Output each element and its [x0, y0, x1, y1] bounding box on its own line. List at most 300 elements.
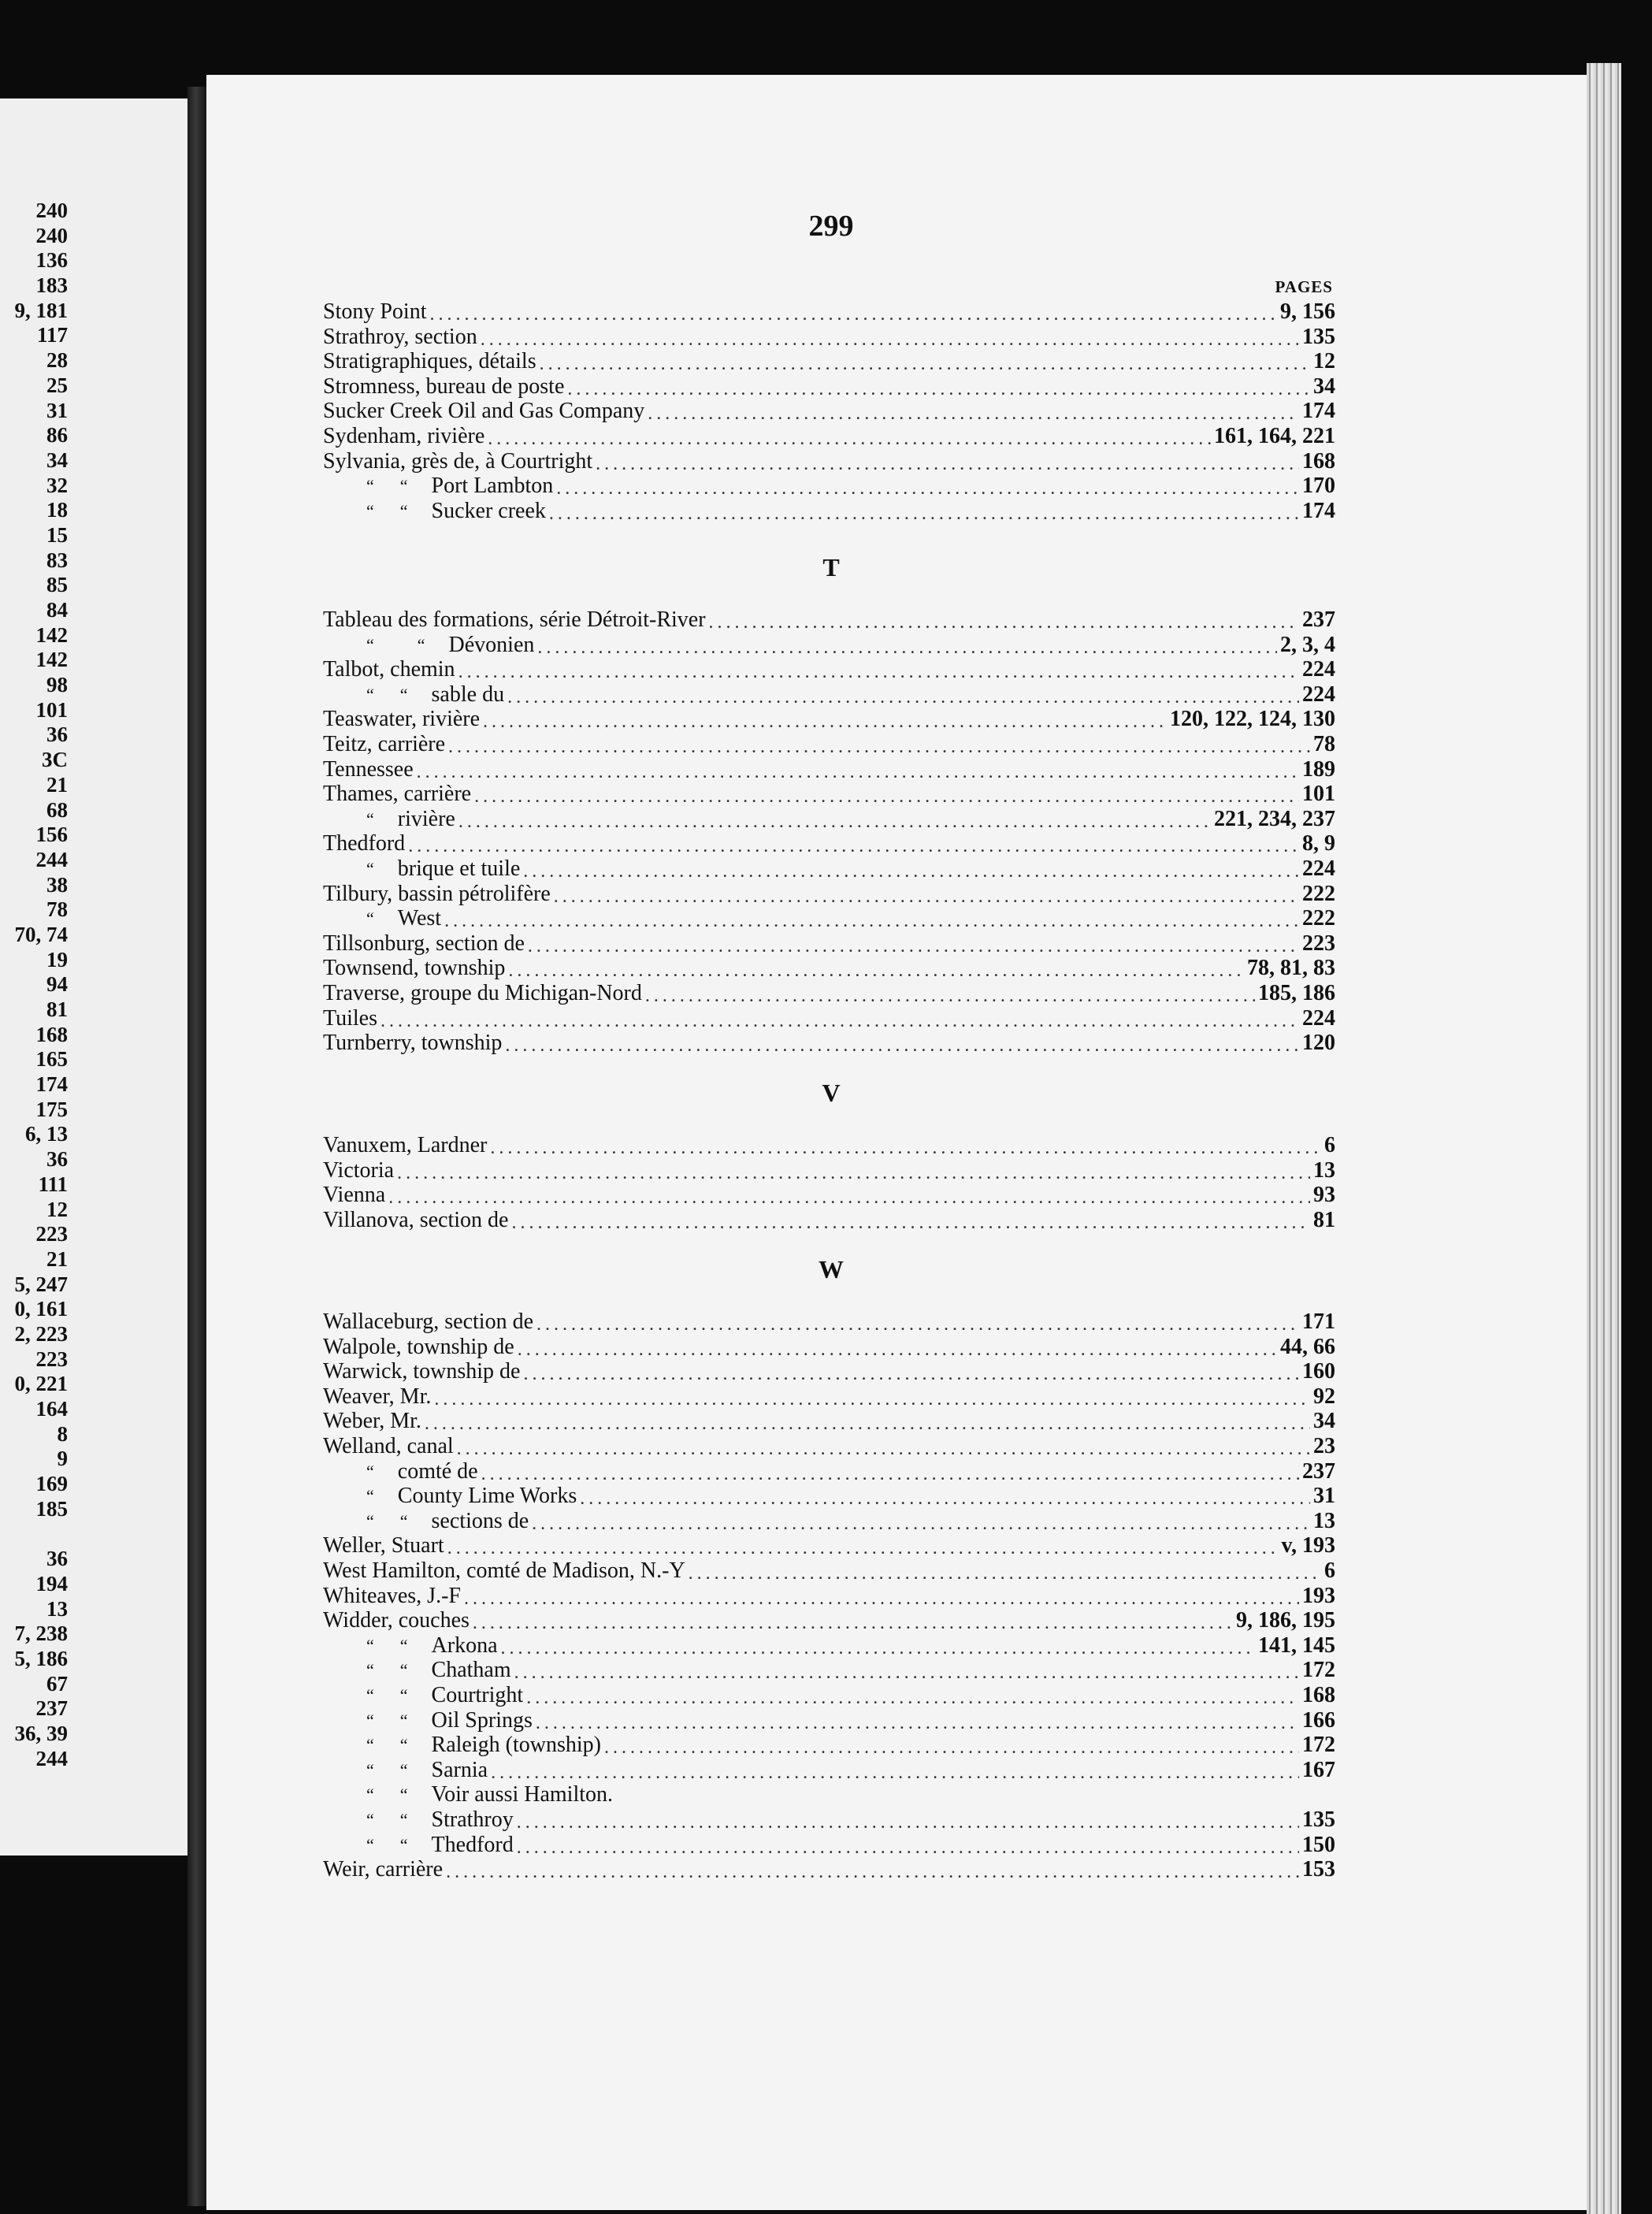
index-entry [323, 1459, 1335, 1484]
left-page-number: 81 [46, 997, 68, 1021]
entry-pages: 93 [1313, 1183, 1335, 1208]
entry-label: Tennessee [323, 756, 414, 782]
left-page-number: 9, 181 [14, 298, 68, 322]
index-entry [323, 1208, 1335, 1233]
dot-leader [491, 1761, 1299, 1783]
index-entry [323, 1133, 1335, 1158]
entry-pages: 135 [1302, 1807, 1335, 1832]
entry-pages: v, 193 [1281, 1533, 1335, 1558]
entry-pages: 8, 9 [1302, 831, 1335, 856]
index-entry [323, 831, 1335, 856]
left-page-number: 70, 74 [14, 922, 68, 946]
entry-label: Wallaceburg, section de [323, 1309, 534, 1334]
index-entry [323, 1434, 1335, 1459]
index-entry-text [323, 1208, 508, 1233]
dot-leader [501, 1636, 1255, 1659]
dot-leader [517, 1836, 1299, 1858]
dot-leader [536, 1313, 1299, 1335]
index-entry-text [323, 1782, 613, 1807]
left-page-number: 223 [35, 1347, 68, 1371]
index-entry [323, 449, 1335, 474]
entry-label: Courtright [431, 1683, 524, 1707]
entry-pages: 13 [1313, 1157, 1335, 1183]
index-entry-text [323, 1459, 478, 1484]
index-entry-text [323, 1733, 601, 1758]
left-page-number: 244 [35, 847, 68, 871]
entry-label: West [397, 906, 442, 931]
left-page-number: 156 [35, 823, 68, 847]
index-entry-text [323, 732, 445, 757]
dot-leader [596, 452, 1299, 474]
entry-pages: 223 [1302, 931, 1335, 956]
page-edges [1587, 63, 1621, 2214]
index-entry [323, 1558, 1335, 1584]
index-entry [323, 1006, 1335, 1031]
left-page-number: 18 [46, 498, 68, 522]
left-page-number: 36 [46, 1547, 68, 1571]
left-page-number: 174 [35, 1072, 68, 1097]
dot-leader [580, 1487, 1310, 1509]
dot-leader [554, 885, 1299, 907]
left-page-number: 237 [35, 1696, 68, 1721]
left-page-number: 117 [36, 323, 68, 347]
dot-leader [567, 377, 1310, 399]
index-entry [323, 1683, 1335, 1708]
index-entry [323, 757, 1335, 782]
index-entry-text [323, 807, 455, 832]
index-entry-text [323, 1683, 523, 1708]
entry-pages: 166 [1302, 1707, 1335, 1733]
dot-leader [517, 1811, 1299, 1833]
ditto-mark: “ [366, 908, 374, 929]
dot-leader [514, 1661, 1299, 1683]
entry-label: Sucker Creek Oil and Gas Company [323, 399, 645, 424]
entry-label: Townsend, township [323, 956, 506, 981]
index-entry-text [323, 657, 455, 682]
entry-pages: 13 [1313, 1508, 1335, 1533]
index-entry [323, 1158, 1335, 1183]
entry-pages: 9, 156 [1280, 299, 1335, 324]
entry-pages: 2, 3, 4 [1280, 632, 1335, 657]
entry-label: Talbot, chemin [323, 657, 455, 682]
entry-pages: 221, 234, 237 [1214, 806, 1335, 831]
entry-label: Warwick, township de [323, 1359, 521, 1384]
index-entry [323, 1857, 1335, 1882]
left-page-number: 111 [38, 1172, 68, 1196]
entry-label: Whiteaves, J.-F [323, 1583, 461, 1608]
ditto-mark: “ [366, 1486, 374, 1506]
entry-pages: 141, 145 [1258, 1633, 1335, 1658]
left-page-number: 68 [46, 797, 68, 822]
index-entry-text [323, 474, 553, 499]
entry-pages: 12 [1313, 349, 1335, 374]
left-page-number: 38 [46, 872, 68, 897]
entry-pages: 78 [1313, 732, 1335, 756]
dot-leader [446, 1860, 1299, 1882]
entry-pages: 101 [1302, 782, 1335, 807]
index-entry-text [323, 399, 644, 424]
entry-pages: 31 [1313, 1484, 1335, 1509]
index-entry-text [323, 1533, 444, 1558]
left-page-number: 8 [57, 1421, 68, 1446]
left-page-number: 5, 247 [14, 1272, 68, 1296]
index-entry-text [323, 1807, 514, 1833]
index-entry [323, 707, 1335, 732]
dot-leader [458, 660, 1299, 682]
index-entry [323, 782, 1335, 807]
entry-pages: 168 [1302, 448, 1335, 474]
left-page-number: 142 [35, 648, 68, 672]
left-page-number: 136 [35, 248, 68, 273]
pages-column-header: PAGES [1275, 277, 1333, 296]
left-page-number: 15 [46, 522, 68, 547]
index-entry [323, 299, 1335, 325]
dot-leader [429, 303, 1277, 325]
index-entry-text [323, 449, 592, 474]
ditto-mark: “ “ [366, 1685, 408, 1705]
index-entry-text [323, 1857, 443, 1882]
section-letter: V [822, 1079, 841, 1107]
index-entry [323, 474, 1335, 499]
ditto-mark: “ “ [366, 1759, 408, 1780]
left-page-number: 36 [46, 1147, 68, 1172]
entry-pages: 161, 164, 221 [1214, 424, 1335, 448]
index-entry-text [323, 956, 505, 981]
index-entry [323, 325, 1335, 350]
left-page-number: 9 [57, 1447, 68, 1471]
entry-pages: 224 [1302, 856, 1335, 881]
left-page-number: 185 [35, 1496, 68, 1521]
entry-label: Tillsonburg, section de [323, 931, 525, 956]
dot-leader [518, 1338, 1277, 1360]
index-entry [323, 1031, 1335, 1056]
index-entry-text [323, 607, 706, 633]
index-entry-text [323, 633, 534, 658]
index-entry-text [323, 906, 441, 931]
left-page-number: 164 [35, 1397, 68, 1421]
entry-label: Strathroy, section [323, 324, 477, 349]
entry-label: Tableau des formations, série Détroit-River [323, 607, 706, 632]
dot-leader [528, 934, 1299, 957]
left-page-number: 94 [46, 972, 68, 997]
entry-label: Sylvania, grès de, à Courtright [323, 448, 593, 474]
dot-leader [381, 1009, 1299, 1031]
dot-leader [645, 984, 1255, 1006]
left-page-number: 21 [46, 772, 68, 797]
dot-leader [537, 636, 1277, 658]
left-page-number: 28 [46, 348, 68, 373]
entry-pages: 189 [1302, 756, 1335, 782]
index-entry-text [323, 1006, 377, 1031]
entry-pages: 34 [1313, 373, 1335, 399]
dot-leader [508, 959, 1244, 981]
dot-leader [458, 810, 1211, 832]
dot-leader [444, 909, 1299, 931]
left-page-number: 0, 161 [14, 1297, 68, 1321]
index-entry [323, 1708, 1335, 1733]
dot-leader [523, 1362, 1299, 1384]
entry-label: West Hamilton, comté de Madison, N.-Y [323, 1558, 685, 1583]
entry-pages: 6 [1324, 1133, 1335, 1157]
entry-pages: 92 [1313, 1384, 1335, 1409]
left-page-number: 240 [35, 223, 68, 247]
index-entry [323, 1484, 1335, 1509]
dot-leader [523, 860, 1299, 882]
entry-label: Chatham [431, 1658, 511, 1683]
entry-label: sable du [431, 682, 505, 707]
section-letter: W [819, 1255, 844, 1283]
left-page-number [0, 1521, 68, 1547]
left-page-number: 101 [35, 697, 68, 722]
entry-label: Thames, carrière [323, 782, 472, 807]
entry-label: Raleigh (township) [431, 1733, 601, 1758]
entry-label: Strathroy [431, 1807, 514, 1832]
index-entry [323, 1833, 1335, 1858]
entry-label: Teaswater, rivière [323, 707, 481, 732]
ditto-mark: “ [366, 1461, 374, 1481]
left-page-number: 83 [46, 548, 68, 572]
index-entry-text [323, 1133, 487, 1158]
index-entry-text [323, 882, 551, 907]
left-page-number: 67 [46, 1671, 68, 1696]
entry-pages: 224 [1302, 657, 1335, 682]
dot-leader [540, 352, 1310, 374]
entry-label: Tilbury, bassin pétrolifère [323, 881, 551, 906]
left-page-number: 34 [46, 448, 68, 472]
index-entry-text [323, 325, 477, 350]
entry-pages: 160 [1302, 1359, 1335, 1384]
dot-leader [397, 1161, 1310, 1183]
index-entry [323, 1633, 1335, 1659]
index-entry-text [323, 1335, 514, 1360]
index-entry [323, 682, 1335, 708]
index-entry-text [323, 707, 480, 732]
entry-label: Turnberry, township [323, 1031, 503, 1056]
entry-label: Teitz, carrière [323, 732, 446, 756]
dot-leader [709, 611, 1299, 633]
index-entry [323, 1782, 1335, 1807]
dot-leader [447, 1536, 1279, 1558]
index-entry-text [323, 1183, 385, 1208]
ditto-mark: “ “ [366, 1735, 408, 1755]
entry-pages: 168 [1302, 1683, 1335, 1707]
left-page-number: 32 [46, 473, 68, 497]
left-page-number: 25 [46, 373, 68, 397]
index-entry [323, 856, 1335, 882]
left-page-number: 21 [46, 1246, 68, 1271]
index-entry-text [323, 782, 471, 807]
entry-label: sections de [431, 1508, 529, 1533]
dot-leader [648, 402, 1299, 424]
index-entry-text [323, 374, 564, 399]
left-page-number: 169 [35, 1472, 68, 1496]
left-page-number: 6, 13 [25, 1122, 68, 1146]
index-entry [323, 1807, 1335, 1833]
ditto-mark: “ “ [366, 1810, 408, 1830]
index-entry-text [323, 1633, 498, 1659]
index-entry [323, 633, 1335, 658]
entry-label: comté de [397, 1458, 478, 1484]
entry-label: Sydenham, rivière [323, 424, 485, 448]
index-entry-text [323, 1409, 421, 1434]
left-page-number: 165 [35, 1047, 68, 1072]
entry-label: Sarnia [431, 1757, 488, 1782]
entry-pages: 34 [1313, 1409, 1335, 1434]
left-page-number: 3C [42, 748, 68, 772]
index-entry-text [323, 1658, 511, 1683]
index-entry [323, 1658, 1335, 1683]
entry-pages: 23 [1313, 1434, 1335, 1458]
left-page-number: 223 [35, 1222, 68, 1246]
entry-label: Stony Point [323, 299, 427, 324]
dot-leader [490, 1136, 1321, 1158]
dot-leader [448, 735, 1310, 757]
entry-label: Vienna [323, 1183, 386, 1208]
left-page-number-column [0, 199, 68, 1771]
entry-pages: 171 [1302, 1309, 1335, 1334]
entry-pages: 135 [1302, 324, 1335, 349]
entry-pages: 153 [1302, 1857, 1335, 1882]
entry-pages: 222 [1302, 906, 1335, 931]
entry-label: Sucker creek [431, 498, 546, 523]
left-page-number: 244 [35, 1746, 68, 1770]
dot-leader [417, 760, 1299, 782]
dot-leader [473, 1611, 1233, 1633]
ditto-mark: “ “ [366, 1510, 408, 1531]
entry-label: Weller, Stuart [323, 1533, 444, 1558]
entry-label: County Lime Works [397, 1484, 577, 1509]
index-entry-text [323, 1309, 533, 1335]
entry-label: Welland, canal [323, 1434, 454, 1458]
entry-pages: 185, 186 [1258, 981, 1335, 1005]
index-entry [323, 1584, 1335, 1609]
index-entry [323, 1309, 1335, 1335]
entry-label: Stratigraphiques, détails [323, 349, 536, 374]
left-page-number: 98 [46, 673, 68, 697]
entry-label: Traverse, groupe du Michigan-Nord [323, 981, 642, 1005]
section-letter: T [822, 553, 840, 581]
left-page-number: 7, 238 [14, 1621, 68, 1646]
left-page-number: 12 [46, 1197, 68, 1221]
entry-pages: 120 [1302, 1031, 1335, 1056]
index-entry [323, 1733, 1335, 1758]
index-entry [323, 1509, 1335, 1534]
entry-pages: 167 [1302, 1757, 1335, 1782]
entry-pages: 44, 66 [1280, 1334, 1335, 1359]
dot-leader [689, 1562, 1321, 1584]
left-page-number: 86 [46, 423, 68, 448]
index-entry-text [323, 424, 484, 449]
ditto-mark: “ “ [366, 476, 408, 496]
ditto-mark: “ “ [366, 500, 408, 521]
index-entry-text [323, 1708, 533, 1733]
ditto-mark: “ [366, 859, 374, 879]
dot-leader [434, 1387, 1310, 1410]
dot-leader [549, 502, 1299, 524]
entry-label: Vanuxem, Lardner [323, 1133, 488, 1157]
left-page-number: 36 [46, 723, 68, 747]
entry-label: Villanova, section de [323, 1207, 509, 1232]
entry-label: Thedford [431, 1832, 514, 1857]
index-entry [323, 1608, 1335, 1633]
index-entry [323, 1359, 1335, 1384]
dot-leader [507, 685, 1299, 708]
index-entry [323, 424, 1335, 449]
entry-label: Weaver, Mr. [323, 1384, 432, 1409]
index-entry-text [323, 981, 642, 1006]
entry-label: Weber, Mr. [323, 1409, 421, 1434]
left-page-number: 36, 39 [14, 1721, 68, 1745]
dot-leader [532, 1512, 1310, 1534]
entry-pages: 150 [1302, 1832, 1335, 1857]
dot-leader [505, 1034, 1299, 1056]
index-entry [323, 374, 1335, 399]
index-entry [323, 607, 1335, 633]
dot-leader [481, 1462, 1299, 1484]
left-page-number: 183 [35, 273, 68, 298]
entry-pages: 224 [1302, 1005, 1335, 1031]
entry-pages: 172 [1302, 1658, 1335, 1683]
entry-pages: 222 [1302, 881, 1335, 906]
entry-pages: 174 [1302, 498, 1335, 523]
entry-label: rivière [397, 806, 455, 831]
dot-leader [425, 1412, 1310, 1434]
index-entry-text [323, 1758, 488, 1783]
index-entry-text [323, 856, 520, 882]
index-entry [323, 1183, 1335, 1208]
left-page-number: 13 [46, 1596, 68, 1621]
left-page-number: 84 [46, 598, 68, 622]
index-entry [323, 807, 1335, 832]
entry-label: Thedford [323, 831, 406, 856]
dot-leader [511, 1211, 1310, 1233]
index-entry-text [323, 1584, 461, 1609]
entry-label: Oil Springs [431, 1707, 533, 1733]
dot-leader [388, 1186, 1310, 1208]
index-entry-text [323, 1558, 685, 1584]
index-entry [323, 1384, 1335, 1410]
index-entry [323, 1533, 1335, 1558]
left-page-number: 85 [46, 573, 68, 597]
index-entry-text [323, 1158, 394, 1183]
entry-pages: 224 [1302, 682, 1335, 707]
ditto-mark: “ “ [366, 1710, 408, 1730]
index-entry-text [323, 349, 536, 374]
index-entry-text [323, 1509, 529, 1534]
entry-pages: 9, 186, 195 [1236, 1608, 1335, 1633]
index-entry [323, 657, 1335, 682]
left-page-number: 240 [35, 199, 68, 222]
ditto-mark: “ “ [366, 1635, 408, 1655]
entry-pages: 78, 81, 83 [1247, 956, 1335, 981]
index-entry [323, 1409, 1335, 1434]
entry-label: Voir aussi Hamilton. [431, 1782, 614, 1807]
book-spine [187, 87, 208, 2206]
left-page-number: 5, 186 [14, 1646, 68, 1670]
entry-label: Port Lambton [431, 474, 554, 499]
entry-pages: 170 [1302, 474, 1335, 499]
left-page-number: 194 [35, 1571, 68, 1595]
entry-pages: 193 [1302, 1583, 1335, 1608]
left-page-number: 0, 221 [14, 1372, 68, 1396]
entry-label: Weir, carrière [323, 1857, 444, 1882]
index-entry [323, 906, 1335, 931]
index-entry-text [323, 1608, 470, 1633]
entry-label: Arkona [431, 1633, 498, 1658]
dot-leader [604, 1736, 1299, 1758]
dot-leader [464, 1587, 1299, 1609]
dot-leader [536, 1711, 1299, 1733]
